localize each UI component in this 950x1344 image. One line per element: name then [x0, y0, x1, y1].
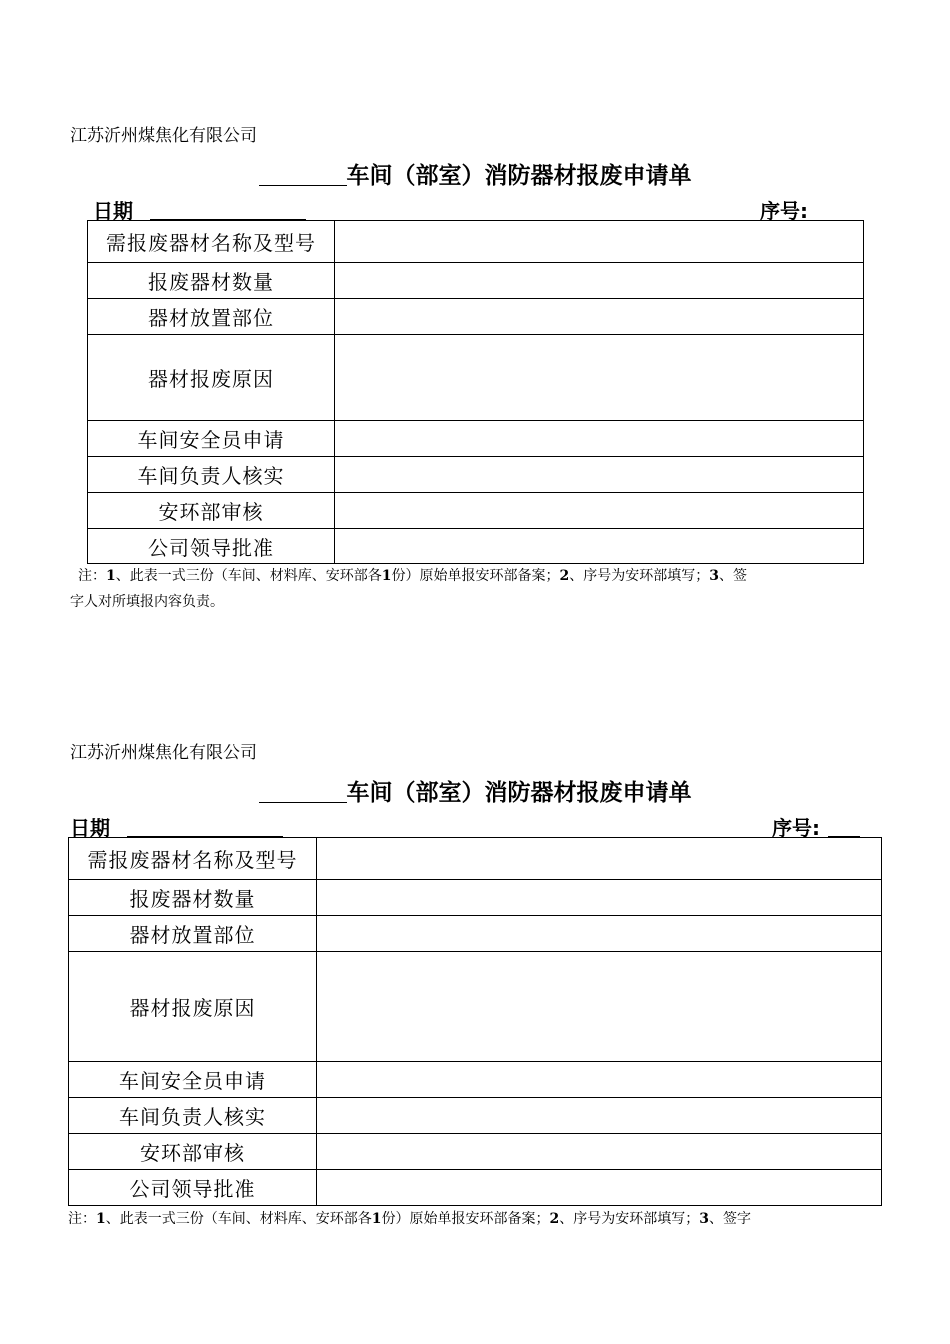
row-label: 报废器材数量: [88, 263, 335, 299]
workshop-blank[interactable]: [259, 163, 347, 186]
row-label: 安环部审核: [69, 1134, 317, 1170]
serial-label: 序号:: [772, 816, 820, 840]
row-value-field[interactable]: [335, 335, 864, 421]
row-label: 需报废器材名称及型号: [88, 221, 335, 263]
row-label: 器材报废原因: [69, 952, 317, 1062]
company-name: 江苏沂州煤焦化有限公司: [70, 126, 257, 146]
date-blank[interactable]: [150, 201, 306, 220]
row-label: 器材报废原因: [88, 335, 335, 421]
row-label: 公司领导批准: [69, 1170, 317, 1206]
row-label: 报废器材数量: [69, 880, 317, 916]
row-value-field[interactable]: [317, 952, 882, 1062]
row-value-field[interactable]: [335, 529, 864, 564]
row-value-field[interactable]: [317, 1062, 882, 1098]
table-row: [69, 838, 882, 880]
table-row: [88, 457, 864, 493]
scrap-form-table: [68, 837, 882, 1206]
row-value-field[interactable]: [317, 1134, 882, 1170]
footnote: [68, 1206, 751, 1232]
table-row: [88, 529, 864, 564]
date-label: 日期: [93, 199, 133, 223]
date-blank[interactable]: [127, 818, 283, 837]
table-row: [88, 335, 864, 421]
table-row: [69, 916, 882, 952]
row-label: 车间负责人核实: [88, 457, 335, 493]
row-value-field[interactable]: [335, 457, 864, 493]
footnote-line-1: 注：1、此表一式三份（车间、材料库、安环部各1份）原始单报安环部备案；2、序号为安环部填写；3、签: [78, 568, 747, 584]
table-row: [69, 1098, 882, 1134]
row-value-field[interactable]: [335, 299, 864, 335]
form-title: [0, 157, 950, 190]
serial-blank[interactable]: [828, 818, 860, 837]
form-title-text: 车间（部室）消防器材报废申请单: [346, 163, 692, 189]
row-value-field[interactable]: [335, 263, 864, 299]
row-label: 车间负责人核实: [69, 1098, 317, 1134]
row-value-field[interactable]: [317, 1170, 882, 1206]
row-value-field[interactable]: [317, 1098, 882, 1134]
date-label: 日期: [70, 816, 110, 840]
workshop-blank[interactable]: [259, 780, 347, 803]
table-row: [69, 880, 882, 916]
footnote-line-1: 注：1、此表一式三份（车间、材料库、安环部各1份）原始单报安环部备案；2、序号为安环部填写；3、签字: [68, 1211, 751, 1227]
row-value-field[interactable]: [335, 421, 864, 457]
row-value-field[interactable]: [335, 493, 864, 529]
table-row: [88, 263, 864, 299]
table-row: [88, 221, 864, 263]
table-row: [88, 493, 864, 529]
company-name: 江苏沂州煤焦化有限公司: [70, 743, 257, 763]
row-value-field[interactable]: [317, 880, 882, 916]
table-row: [88, 421, 864, 457]
table-row: [88, 299, 864, 335]
scrap-form-table: [87, 220, 864, 564]
form-title: [0, 774, 950, 807]
row-value-field[interactable]: [317, 838, 882, 880]
table-row: [69, 1062, 882, 1098]
table-row: [69, 1134, 882, 1170]
row-label: 车间安全员申请: [88, 421, 335, 457]
row-label: 安环部审核: [88, 493, 335, 529]
footnote-line-2: 字人对所填报内容负责。: [70, 594, 224, 610]
table-row: [69, 952, 882, 1062]
row-value-field[interactable]: [335, 221, 864, 263]
row-label: 需报废器材名称及型号: [69, 838, 317, 880]
row-label: 器材放置部位: [69, 916, 317, 952]
row-label: 器材放置部位: [88, 299, 335, 335]
row-value-field[interactable]: [317, 916, 882, 952]
row-label: 车间安全员申请: [69, 1062, 317, 1098]
footnote: [70, 563, 747, 615]
table-row: [69, 1170, 882, 1206]
form-title-text: 车间（部室）消防器材报废申请单: [346, 780, 692, 806]
row-label: 公司领导批准: [88, 529, 335, 564]
serial-label: 序号:: [760, 199, 808, 223]
